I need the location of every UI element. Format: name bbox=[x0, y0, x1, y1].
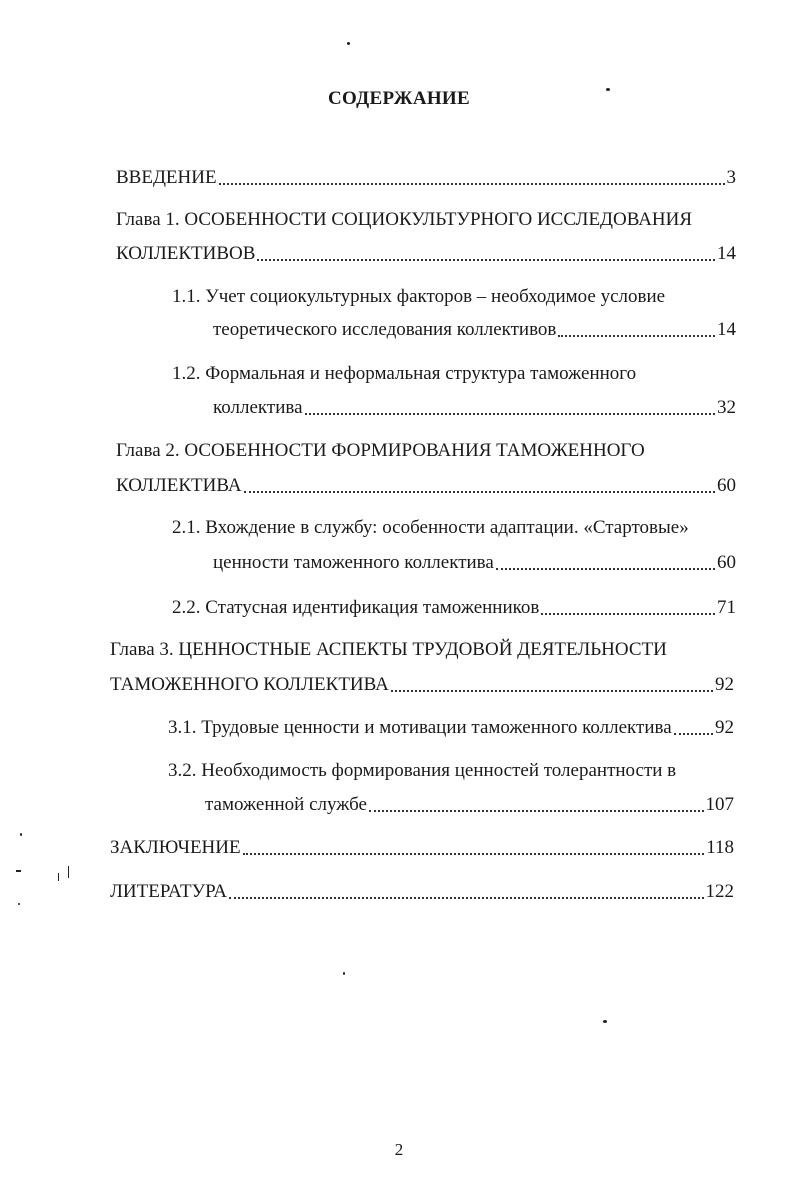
toc-label: ценности таможенного коллектива bbox=[213, 552, 494, 573]
page-number: 2 bbox=[394, 1140, 404, 1159]
toc-entry-section32[interactable] bbox=[205, 793, 734, 817]
toc-label: ЛИТЕРАТУРА bbox=[110, 881, 227, 902]
scan-speck bbox=[16, 870, 21, 872]
toc-entry-conclusion[interactable] bbox=[110, 836, 734, 860]
toc-label: таможенной службе bbox=[205, 794, 367, 815]
toc-section32-line1[interactable]: 3.2. Необходимость формирования ценностей толерантности в bbox=[168, 760, 677, 781]
scan-speck bbox=[606, 88, 610, 91]
toc-page: 60 bbox=[717, 475, 736, 496]
toc-chapter3-line1[interactable]: Глава 3. ЦЕННОСТНЫЕ АСПЕКТЫ ТРУДОВОЙ ДЕЯТЕЛЬНОСТИ bbox=[110, 639, 667, 660]
toc-page: 118 bbox=[706, 837, 734, 858]
toc-leader bbox=[558, 334, 715, 337]
toc-entry-section12[interactable] bbox=[213, 396, 736, 420]
toc-entry-intro[interactable] bbox=[116, 166, 736, 190]
toc-page: 14 bbox=[717, 319, 736, 340]
scan-speck bbox=[603, 1020, 607, 1023]
toc-entry-section22[interactable] bbox=[172, 596, 736, 620]
scan-speck bbox=[20, 833, 22, 836]
toc-label: КОЛЛЕКТИВА bbox=[116, 475, 242, 496]
toc-leader bbox=[391, 689, 713, 692]
toc-section12-line1[interactable]: 1.2. Формальная и неформальная структура таможенного bbox=[172, 363, 637, 384]
scan-speck bbox=[68, 866, 69, 878]
toc-entry-section11[interactable] bbox=[213, 318, 736, 342]
toc-leader bbox=[674, 732, 713, 735]
toc-label: КОЛЛЕКТИВОВ bbox=[116, 243, 256, 264]
scan-speck bbox=[343, 972, 345, 975]
toc-entry-chapter3[interactable] bbox=[110, 673, 734, 697]
toc-leader bbox=[541, 612, 715, 615]
toc-page: 92 bbox=[715, 674, 734, 695]
toc-label: теоретического исследования коллективов bbox=[213, 319, 557, 340]
toc-label: ТАМОЖЕННОГО КОЛЛЕКТИВА bbox=[110, 674, 389, 695]
toc-section11-line1[interactable]: 1.1. Учет социокультурных факторов – необходимое условие bbox=[172, 286, 666, 307]
toc-page: 32 bbox=[717, 397, 736, 418]
toc-leader bbox=[257, 258, 715, 261]
toc-label: коллектива bbox=[213, 397, 303, 418]
toc-leader bbox=[369, 809, 704, 812]
scan-speck bbox=[347, 42, 350, 45]
toc-section21-line1[interactable]: 2.1. Вхождение в службу: особенности адаптации. «Стартовые» bbox=[172, 517, 689, 538]
toc-entry-chapter2[interactable] bbox=[116, 474, 736, 498]
toc-page: 92 bbox=[715, 717, 734, 738]
toc-leader bbox=[229, 896, 704, 899]
toc-page: 3 bbox=[726, 167, 736, 188]
toc-page: 14 bbox=[717, 243, 736, 264]
toc-chapter1-line1[interactable]: Глава 1. ОСОБЕННОСТИ СОЦИОКУЛЬТУРНОГО ИССЛЕДОВАНИЯ bbox=[116, 209, 693, 230]
toc-page: 71 bbox=[717, 597, 736, 618]
toc-label: 2.2. Статусная идентификация таможенников bbox=[172, 597, 540, 618]
toc-label: ВВЕДЕНИЕ bbox=[116, 167, 217, 188]
toc-label: ЗАКЛЮЧЕНИЕ bbox=[110, 837, 241, 858]
toc-leader bbox=[305, 412, 715, 415]
toc-entry-section31[interactable] bbox=[168, 716, 734, 740]
toc-label: 3.1. Трудовые ценности и мотивации таможенного коллектива bbox=[168, 717, 672, 738]
toc-entry-chapter1[interactable] bbox=[116, 242, 736, 266]
toc-page: 60 bbox=[717, 552, 736, 573]
page-title: СОДЕРЖАНИЕ bbox=[328, 88, 470, 109]
scan-speck bbox=[18, 903, 20, 905]
toc-entry-literature[interactable] bbox=[110, 880, 734, 904]
toc-leader bbox=[243, 852, 705, 855]
scan-speck bbox=[58, 873, 59, 881]
toc-leader bbox=[496, 567, 715, 570]
toc-page: 107 bbox=[705, 794, 734, 815]
toc-leader bbox=[219, 182, 725, 185]
toc-entry-section21[interactable] bbox=[213, 551, 736, 575]
toc-page: 122 bbox=[705, 881, 734, 902]
toc-leader bbox=[244, 490, 715, 493]
toc-chapter2-line1[interactable]: Глава 2. ОСОБЕННОСТИ ФОРМИРОВАНИЯ ТАМОЖЕННОГО bbox=[116, 440, 645, 461]
